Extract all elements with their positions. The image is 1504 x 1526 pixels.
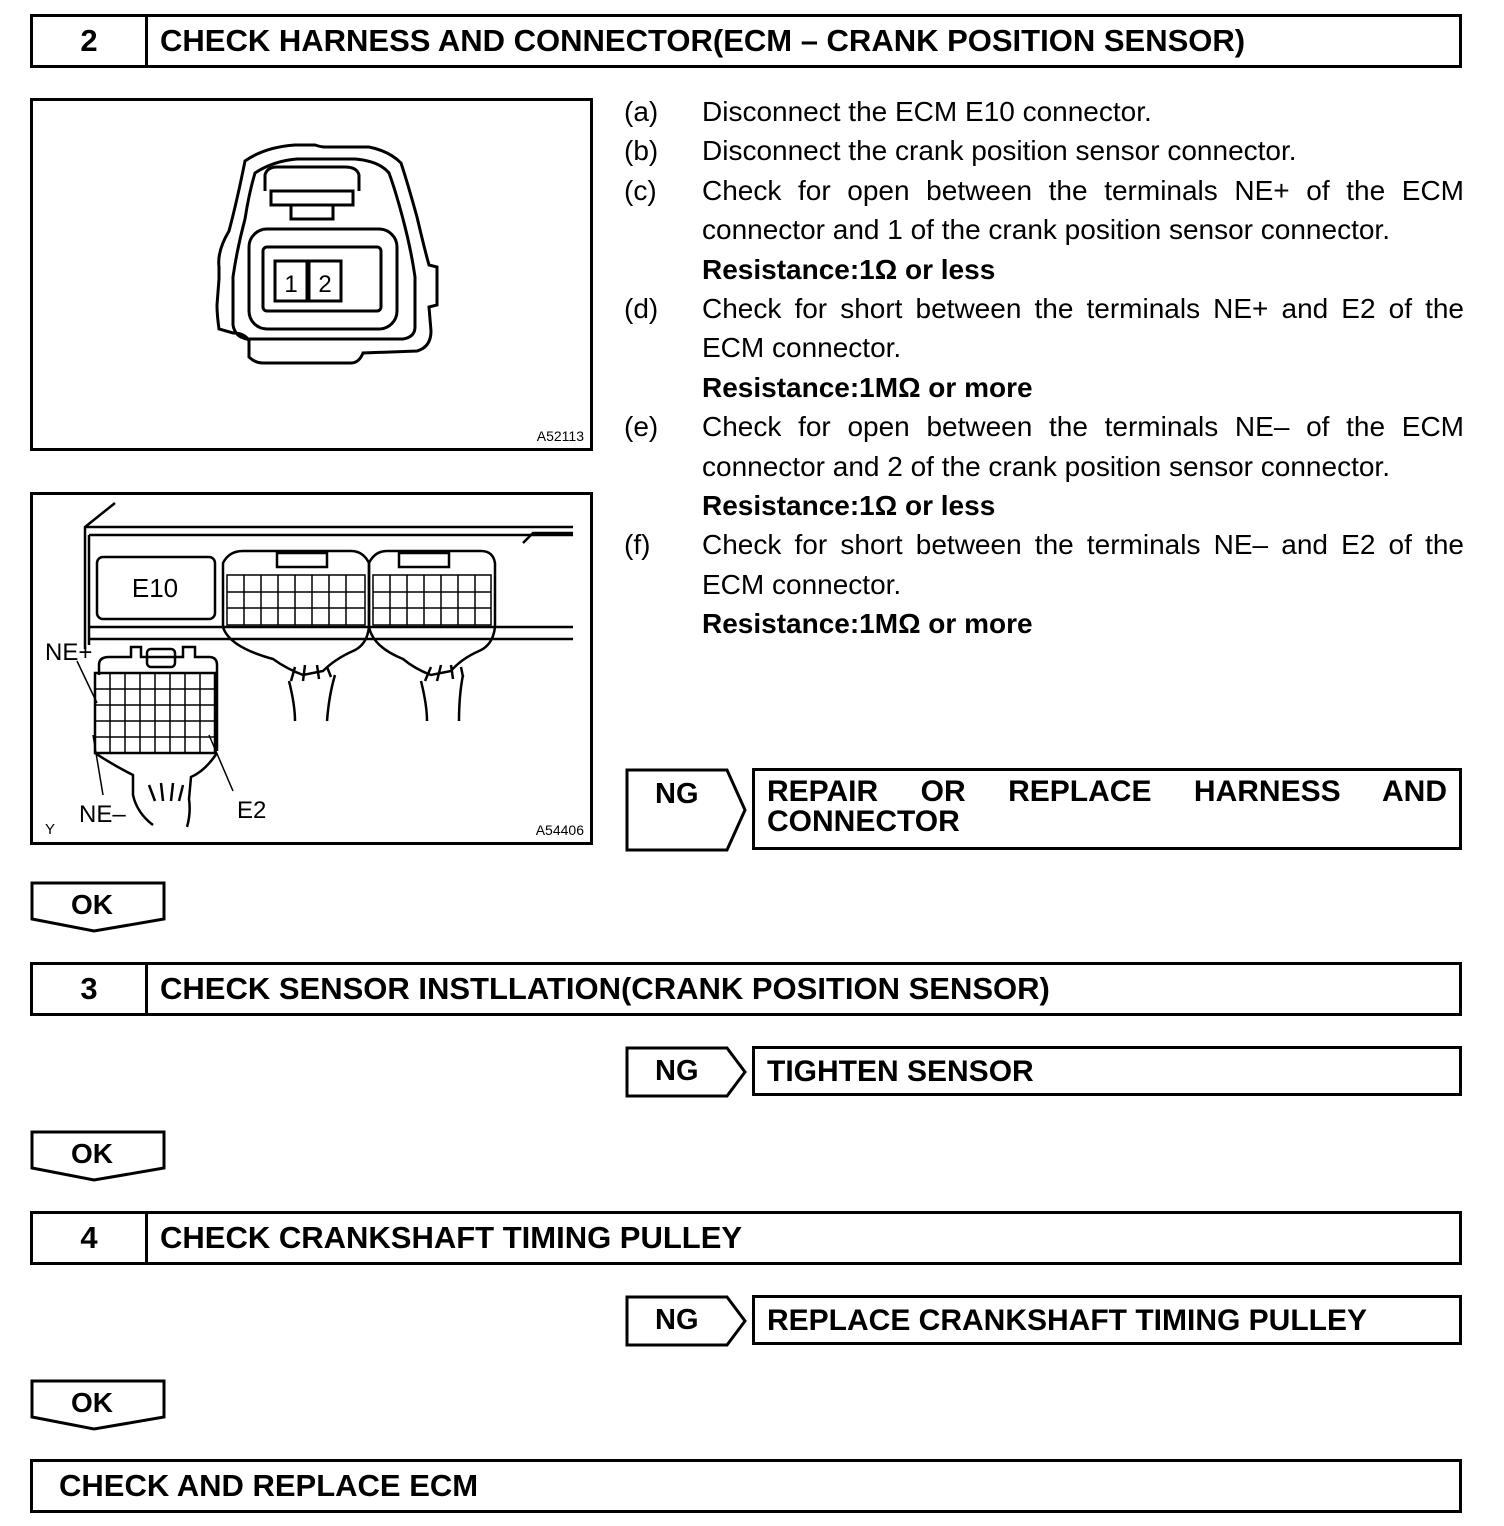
instruction-item [624, 171, 1464, 289]
instruction-letter: (a) [624, 96, 659, 127]
step-title: CHECK SENSOR INSTLLATION(CRANK POSITION SENSOR) [160, 971, 1050, 1006]
e10-label: E10 [131, 573, 179, 603]
ok-tag [30, 1130, 168, 1182]
ok-tag [30, 881, 168, 933]
step-number: 2 [33, 17, 148, 65]
ng-label: NG [655, 1055, 699, 1087]
figure-corner-mark: Y [45, 821, 56, 838]
instruction-letter: (c) [624, 174, 657, 206]
instruction-item [624, 131, 1464, 170]
instruction-letter: (f) [624, 529, 651, 561]
resistance-spec: Resistance:1MΩ or more [702, 608, 1033, 640]
instruction-letter: (e) [624, 411, 659, 443]
instruction-letter: (d) [624, 293, 659, 325]
instruction-list [624, 92, 1464, 644]
ng-tag [625, 1046, 745, 1098]
step-title: CHECK HARNESS AND CONNECTOR(ECM – CRANK POSITION SENSOR) [160, 23, 1246, 58]
ng-action-text: REPAIR OR REPLACE HARNESS AND CONNECTOR [767, 775, 1447, 838]
final-action-text: CHECK AND REPLACE ECM [59, 1468, 479, 1503]
ng-label: NG [655, 1304, 699, 1336]
figure-code: A52113 [536, 428, 584, 444]
step-number: 4 [33, 1214, 148, 1262]
ok-tag [30, 1379, 168, 1431]
ng-label: NG [655, 778, 699, 810]
ng-tag [625, 1295, 745, 1347]
ng-action-box [752, 768, 1462, 850]
ng-tag [625, 768, 745, 852]
instruction-text: Check for short between the terminals NE– and E2 of the ECM connector. [702, 529, 1464, 600]
pin-2-label: 2 [318, 271, 332, 298]
instruction-text: Disconnect the ECM E10 connector. [702, 96, 1152, 127]
resistance-spec: Resistance:1MΩ or more [702, 371, 1033, 403]
step-title: CHECK CRANKSHAFT TIMING PULLEY [160, 1220, 743, 1255]
ecm-connector-figure [30, 492, 593, 845]
step-2-header [30, 14, 1462, 68]
ng-action-text: TIGHTEN SENSOR [767, 1055, 1034, 1088]
ng-action-box [752, 1046, 1462, 1096]
ne-plus-label: NE+ [45, 639, 93, 666]
instruction-item [624, 525, 1464, 643]
figure-code: A54406 [535, 822, 584, 838]
ne-minus-label: NE– [79, 801, 126, 828]
final-action-box [30, 1459, 1462, 1513]
sensor-connector-figure [30, 98, 593, 451]
ecm-connector-drawing [33, 495, 590, 842]
ng-action-box [752, 1295, 1462, 1345]
pin-1-label: 1 [284, 271, 298, 298]
instruction-letter: (b) [624, 135, 659, 167]
ok-label: OK [71, 1138, 113, 1169]
step-3-header [30, 962, 1462, 1016]
resistance-spec: Resistance:1Ω or less [702, 490, 996, 522]
ok-label: OK [71, 1387, 113, 1418]
instruction-text: Check for open between the terminals NE– of the ECM connector and 2 of the crank position sensor connector. [702, 411, 1464, 482]
resistance-spec: Resistance:1Ω or less [702, 253, 996, 285]
instruction-text: Check for short between the terminals NE+ and E2 of the ECM connector. [702, 293, 1464, 364]
instruction-text: Disconnect the crank position sensor connector. [702, 135, 1297, 167]
ok-label: OK [71, 889, 113, 920]
step-number: 3 [33, 965, 148, 1013]
instruction-item [624, 407, 1464, 525]
e2-label: E2 [237, 797, 267, 824]
instruction-item [624, 92, 1464, 131]
instruction-item [624, 289, 1464, 407]
sensor-connector-drawing [33, 101, 590, 448]
step-4-header [30, 1211, 1462, 1265]
ng-action-text: REPLACE CRANKSHAFT TIMING PULLEY [767, 1304, 1367, 1337]
instruction-text: Check for open between the terminals NE+ of the ECM connector and 1 of the crank position sensor connector. [702, 174, 1464, 246]
